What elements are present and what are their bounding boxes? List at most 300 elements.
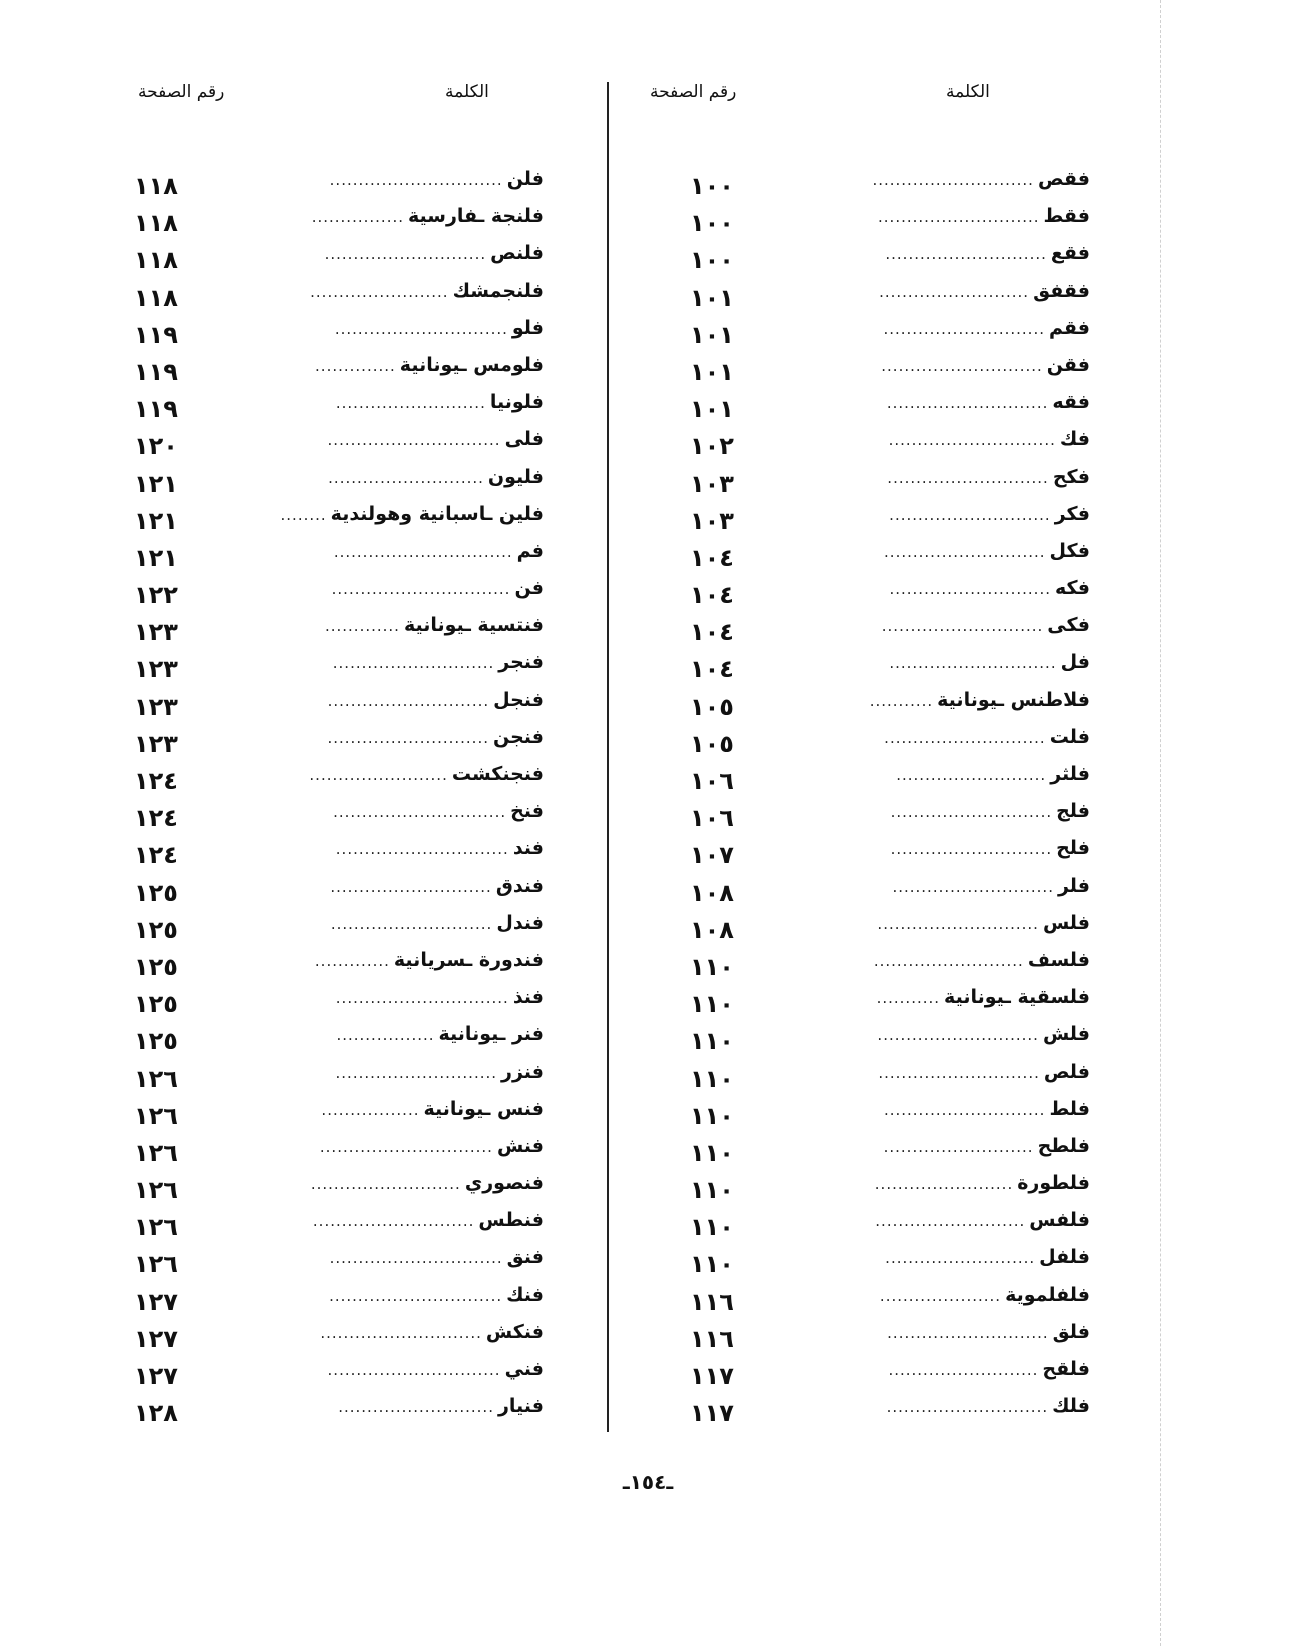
index-entry (134, 1358, 544, 1395)
index-entry (690, 391, 1090, 428)
entry-word: فنطس (478, 1209, 544, 1232)
leader-dots: ..................... (879, 1286, 1002, 1305)
entry-text (325, 242, 544, 264)
entry-word: فلنص (490, 242, 544, 265)
entry-page-number: ١٠١ (690, 395, 734, 424)
entry-page-number: ١٢٦ (134, 1101, 178, 1130)
entry-word: فنس ـيونانية (423, 1097, 544, 1120)
index-entry (690, 354, 1090, 391)
leader-dots: ............................ (877, 914, 1039, 933)
entry-text (884, 1098, 1090, 1120)
entry-page-number: ١١٨ (134, 172, 178, 200)
index-entry (134, 1061, 544, 1098)
entry-page-number: ١٢٤ (134, 804, 178, 833)
leader-dots: .............................. (329, 1249, 503, 1268)
leader-dots: ............................ (889, 505, 1051, 524)
entry-text (877, 1023, 1090, 1045)
entry-page-number: ١٠٠ (690, 209, 734, 238)
index-entry (690, 689, 1090, 726)
entry-page-number: ١٢٣ (134, 618, 178, 647)
index-entry (134, 1135, 544, 1172)
leader-dots: ................. (336, 1026, 435, 1045)
index-entry (690, 875, 1090, 912)
entry-page-number: ١٢٧ (134, 1324, 178, 1353)
index-entry (134, 280, 544, 317)
index-entry (134, 503, 544, 540)
entry-word: فن (514, 577, 544, 600)
column-divider (607, 82, 609, 1432)
entry-page-number: ١١٦ (690, 1287, 734, 1316)
index-entry (134, 466, 544, 503)
leader-dots: ............................ (883, 319, 1045, 338)
index-entry (134, 1246, 544, 1283)
index-entry (690, 1395, 1090, 1432)
entry-word: فلط (1049, 1097, 1090, 1120)
entry-page-number: ١٠٥ (690, 692, 734, 721)
entry-word: فنر ـيونانية (438, 1023, 544, 1046)
index-entry (690, 242, 1090, 279)
entry-page-number: ١٠٨ (690, 915, 734, 944)
scan-edge-line (1160, 0, 1162, 1646)
entry-text (321, 1098, 544, 1120)
leader-dots: ............................ (889, 580, 1051, 599)
entry-page-number: ١١٨ (134, 283, 178, 312)
entry-word: فنجر (498, 651, 544, 674)
entry-word: فلس (1042, 911, 1090, 934)
entry-text (333, 651, 544, 673)
entry-word: فلق (1052, 1320, 1090, 1343)
entry-text (315, 949, 544, 971)
entry-text (885, 242, 1090, 264)
entry-text (884, 1135, 1090, 1157)
entry-word: فلفل (1039, 1246, 1090, 1269)
leader-dots: ........... (876, 989, 941, 1008)
entry-word: فنجنكشت (451, 763, 544, 785)
entry-text (331, 912, 544, 934)
entry-page-number: ١١٧ (690, 1399, 734, 1428)
index-entry (690, 1321, 1090, 1358)
entry-text (870, 689, 1090, 711)
entry-word: فم (516, 539, 544, 562)
entry-text (334, 540, 544, 562)
right-header-page: رقم الصفحة (650, 82, 737, 102)
entry-text (310, 280, 544, 302)
leader-dots: ................. (321, 1100, 420, 1119)
entry-word: فندل (496, 911, 544, 934)
entry-word: فلك (1052, 1395, 1090, 1418)
entry-word: فلطح (1037, 1134, 1090, 1157)
leader-dots: ............................ (884, 542, 1046, 561)
leader-dots: ............................ (886, 394, 1049, 413)
leader-dots: .......................... (873, 951, 1024, 970)
entry-page-number: ١٢٣ (134, 729, 178, 758)
index-entry (690, 1246, 1090, 1283)
entry-word: فليون (487, 465, 544, 488)
index-entry (690, 912, 1090, 949)
entry-page-number: ١٢٨ (134, 1399, 178, 1428)
index-entry (690, 280, 1090, 317)
leader-dots: .......................... (335, 394, 486, 413)
index-entry (690, 726, 1090, 763)
leader-dots: ............................ (885, 245, 1047, 264)
index-entry (690, 317, 1090, 354)
entry-word: فلج (1056, 800, 1090, 823)
entry-word: فلح (1056, 837, 1090, 860)
index-entry (690, 1023, 1090, 1060)
leader-dots: ............................... (331, 580, 511, 599)
leader-dots: ............................. (889, 654, 1057, 673)
leader-dots: .............................. (335, 840, 509, 859)
entry-word: فلت (1049, 725, 1090, 748)
leader-dots: ............................ (877, 1026, 1039, 1045)
entry-page-number: ١١٩ (134, 357, 178, 386)
entry-page-number: ١٠٠ (690, 246, 734, 275)
entry-page-number: ١٢٥ (134, 990, 178, 1019)
entry-page-number: ١٠١ (690, 283, 734, 312)
entry-page-number: ١١٠ (690, 990, 734, 1019)
index-entry (134, 726, 544, 763)
entry-page-number: ١٠٤ (690, 581, 734, 610)
leader-dots: ............................ (327, 691, 490, 710)
index-entry (690, 1209, 1090, 1246)
leader-dots: ............................ (320, 1323, 482, 1342)
entry-page-number: ١٢١ (134, 543, 178, 572)
page-number: ـ١٥٤ـ (622, 1470, 674, 1494)
leader-dots: ............................ (883, 1100, 1046, 1119)
leader-dots: ............................ (330, 914, 493, 933)
entry-page-number: ١١٠ (690, 1101, 734, 1130)
entry-page-number: ١١٠ (690, 1176, 734, 1205)
index-entry (690, 428, 1090, 465)
entry-word: فقع (1050, 242, 1090, 265)
leader-dots: ........... (869, 691, 934, 710)
leader-dots: .............................. (334, 319, 508, 338)
entry-text (333, 800, 544, 822)
entry-word: فقن (1046, 353, 1090, 376)
entry-text (325, 614, 544, 636)
index-entry (134, 354, 544, 391)
entry-text (891, 837, 1090, 859)
leader-dots: ............................ (881, 617, 1044, 636)
index-entry (690, 1135, 1090, 1172)
entry-text (884, 726, 1090, 748)
leader-dots: ............................ (886, 1398, 1049, 1417)
entry-word: فلونيا (489, 391, 544, 414)
index-entry (134, 428, 544, 465)
index-entry (134, 317, 544, 354)
entry-page-number: ١٢٣ (134, 692, 178, 721)
index-entry (134, 689, 544, 726)
index-entry (134, 1284, 544, 1321)
leader-dots: ............................ (887, 468, 1049, 487)
entry-page-number: ١١٨ (134, 209, 178, 238)
entry-word: فني (504, 1358, 544, 1380)
entry-page-number: ١٢٦ (134, 1176, 178, 1205)
entry-word: فنصوري (464, 1172, 544, 1195)
entry-text (281, 503, 544, 525)
entry-text (884, 540, 1090, 562)
leader-dots: ........................ (310, 282, 449, 301)
entry-text (885, 1246, 1090, 1268)
entry-page-number: ١٠٢ (690, 432, 734, 461)
entry-page-number: ١٠١ (690, 320, 734, 349)
entry-page-number: ١١٠ (690, 1138, 734, 1167)
entry-page-number: ١٢٦ (134, 1213, 178, 1242)
index-entry (134, 242, 544, 279)
index-entry (134, 205, 544, 242)
entry-text (878, 205, 1090, 227)
leader-dots: .............................. (319, 1137, 493, 1156)
leader-dots: ............................ (890, 840, 1053, 859)
leader-dots: .......................... (879, 282, 1030, 301)
entry-page-number: ١١٦ (690, 1324, 734, 1353)
index-entry (134, 1172, 544, 1209)
index-entry (690, 1358, 1090, 1395)
entry-text (880, 1284, 1090, 1306)
entry-text (872, 168, 1090, 190)
entry-text (328, 428, 544, 450)
entry-text (320, 1321, 544, 1343)
entry-word: فنجن (493, 725, 544, 748)
entry-page-number: ١٠٣ (690, 469, 734, 498)
entry-page-number: ١٢٦ (134, 1250, 178, 1279)
entry-text (336, 1061, 544, 1083)
leader-dots: ............. (314, 951, 390, 970)
leader-dots: ............................ (327, 728, 489, 747)
entry-word: فل (1060, 651, 1090, 674)
leader-dots: ............................ (872, 171, 1034, 189)
entry-text (332, 577, 544, 599)
index-entry (134, 540, 544, 577)
entry-text (887, 1395, 1090, 1417)
entry-text (875, 1172, 1090, 1194)
entry-text (336, 837, 544, 859)
index-entry (690, 986, 1090, 1023)
entry-text (896, 763, 1090, 785)
entry-text (889, 651, 1090, 673)
entry-text (881, 354, 1090, 376)
leader-dots: .......................... (310, 1175, 461, 1194)
entry-text (882, 614, 1090, 636)
entry-word: فكى (1047, 614, 1090, 637)
entry-word: فنكش (485, 1320, 544, 1343)
index-entry (690, 837, 1090, 874)
index-entry (690, 577, 1090, 614)
left-header-word: الكلمة (445, 82, 489, 102)
entry-text (879, 280, 1090, 302)
entry-word: فك (1059, 428, 1090, 451)
index-entry (134, 1395, 544, 1432)
leader-dots: ........................ (874, 1175, 1014, 1194)
entry-word: فلنجمشك (452, 279, 544, 302)
entry-text (874, 949, 1090, 971)
entry-text (327, 726, 544, 748)
entry-word: فلن (506, 168, 544, 190)
entry-text (336, 391, 544, 413)
entry-page-number: ١٢٧ (134, 1287, 178, 1316)
entry-page-number: ١٢٦ (134, 1138, 178, 1167)
entry-text (328, 1358, 544, 1380)
entry-text (878, 1061, 1090, 1083)
leader-dots: ............................ (884, 728, 1046, 747)
entry-word: فنش (496, 1134, 544, 1157)
entry-word: فنذ (512, 986, 544, 1009)
entry-word: فنق (506, 1246, 544, 1269)
entry-word: فنيار (497, 1395, 544, 1418)
entry-word: فلى (504, 428, 544, 451)
entry-text (336, 1023, 544, 1045)
index-entry (690, 800, 1090, 837)
entry-word: فندورة ـسريانية (393, 948, 544, 971)
leader-dots: ............................ (324, 245, 487, 264)
entry-page-number: ١٠٦ (690, 804, 734, 833)
entry-page-number: ١٢٦ (134, 1064, 178, 1093)
entry-text (328, 466, 544, 488)
index-entry (690, 1061, 1090, 1098)
index-entry (690, 503, 1090, 540)
index-entry (134, 1209, 544, 1246)
entry-word: فند (512, 837, 544, 860)
entry-text (891, 800, 1090, 822)
leader-dots: ............. (324, 617, 400, 636)
entry-page-number: ١٠٣ (690, 506, 734, 535)
entry-page-number: ١٠٦ (690, 767, 734, 795)
leader-dots: .......................... (875, 1212, 1026, 1231)
index-entry (134, 1321, 544, 1358)
index-entry (690, 1098, 1090, 1135)
entry-page-number: ١٢٥ (134, 952, 178, 981)
right-header-word: الكلمة (946, 82, 990, 102)
entry-page-number: ١١٨ (134, 246, 178, 275)
index-entry (134, 800, 544, 837)
entry-text (892, 875, 1090, 897)
entry-text (313, 1209, 544, 1231)
entry-word: فنجل (493, 688, 544, 711)
entry-page-number: ١١٧ (690, 1362, 734, 1390)
leader-dots: .......................... (885, 1249, 1036, 1268)
leader-dots: ........................ (309, 766, 448, 784)
leader-dots: ............................... (333, 542, 513, 561)
entry-text (320, 1135, 544, 1157)
right-index-column (690, 168, 1090, 1432)
entry-word: فندق (495, 874, 544, 897)
entry-word: فلسف (1027, 948, 1090, 971)
entry-page-number: ١٢٤ (134, 841, 178, 870)
entry-page-number: ١٠٤ (690, 618, 734, 647)
leader-dots: ............................ (878, 208, 1040, 227)
index-entry (690, 1284, 1090, 1321)
entry-word: فقه (1052, 391, 1090, 414)
entry-text (887, 391, 1090, 413)
leader-dots: ........................... (338, 1398, 494, 1417)
leader-dots: .......................... (883, 1137, 1034, 1156)
leader-dots: ............................ (335, 1063, 498, 1082)
entry-text (875, 1209, 1090, 1231)
entry-text (311, 1172, 544, 1194)
leader-dots: ............................ (890, 803, 1053, 822)
leader-dots: .......................... (888, 1361, 1039, 1379)
entry-page-number: ١٢١ (134, 469, 178, 498)
entry-text (330, 1246, 544, 1268)
entry-word: فكه (1054, 577, 1090, 600)
entry-text (336, 986, 544, 1008)
entry-text (889, 503, 1090, 525)
entry-word: فلاطنس ـيونانية (937, 688, 1090, 711)
entry-page-number: ١٠٨ (690, 878, 734, 907)
entry-page-number: ١٢٥ (134, 915, 178, 944)
entry-word: فلين ـاسبانية وهولندية (330, 502, 544, 525)
entry-word: فقفق (1033, 279, 1090, 302)
leader-dots: .............................. (327, 431, 501, 450)
entry-page-number: ١٠٧ (690, 841, 734, 870)
entry-page-number: ١٠٥ (690, 729, 734, 758)
entry-word: فكر (1054, 502, 1090, 525)
leader-dots: .............................. (335, 989, 509, 1008)
index-entry (690, 949, 1090, 986)
entry-text (338, 1395, 544, 1417)
index-entry (690, 466, 1090, 503)
index-entry (134, 875, 544, 912)
index-entry (134, 986, 544, 1023)
leader-dots: ........................... (328, 468, 484, 487)
leader-dots: ............................. (888, 431, 1056, 450)
entry-word: فلص (1043, 1060, 1090, 1083)
index-entry (690, 205, 1090, 242)
index-entry (134, 614, 544, 651)
index-entry (690, 1172, 1090, 1209)
entry-word: فلر (1057, 874, 1090, 897)
entry-page-number: ١٠٤ (690, 543, 734, 572)
leader-dots: ............................ (892, 877, 1054, 896)
index-entry (690, 651, 1090, 688)
left-header-page: رقم الصفحة (138, 82, 225, 102)
index-entry (134, 837, 544, 874)
index-entry (134, 1098, 544, 1135)
leader-dots: .............. (315, 356, 396, 375)
entry-word: فلسقية ـيونانية (944, 986, 1090, 1009)
entry-page-number: ١٢٥ (134, 878, 178, 907)
entry-page-number: ١١٠ (690, 1250, 734, 1279)
entry-word: فلنجة ـفارسية (408, 205, 544, 228)
entry-text (888, 1358, 1090, 1380)
entry-page-number: ١٠٠ (690, 172, 734, 200)
entry-page-number: ١٢٥ (134, 1027, 178, 1056)
entry-page-number: ١٢٣ (134, 655, 178, 684)
index-entry (134, 1023, 544, 1060)
leader-dots: .............................. (329, 1286, 503, 1305)
leader-dots: ............................ (330, 877, 492, 896)
index-entry (134, 763, 544, 800)
entry-word: فنك (506, 1283, 544, 1306)
entry-word: فنزر (501, 1060, 544, 1083)
index-entry (134, 168, 544, 205)
entry-text (309, 763, 544, 785)
entry-page-number: ١١٠ (690, 952, 734, 981)
index-entry (134, 577, 544, 614)
entry-word: فلطورة (1017, 1172, 1090, 1195)
entry-word: فنتسية ـيونانية (403, 614, 544, 637)
entry-page-number: ١١٩ (134, 395, 178, 424)
entry-page-number: ١٠١ (690, 357, 734, 386)
leader-dots: .............................. (327, 1361, 501, 1379)
entry-word: فكل (1049, 539, 1090, 562)
index-entry (690, 763, 1090, 800)
entry-page-number: ١٢١ (134, 506, 178, 535)
leader-dots: ............................ (332, 654, 495, 673)
entry-word: فلومس ـيونانية (399, 353, 544, 376)
index-entry (134, 651, 544, 688)
entry-page-number: ١١٩ (134, 320, 178, 349)
